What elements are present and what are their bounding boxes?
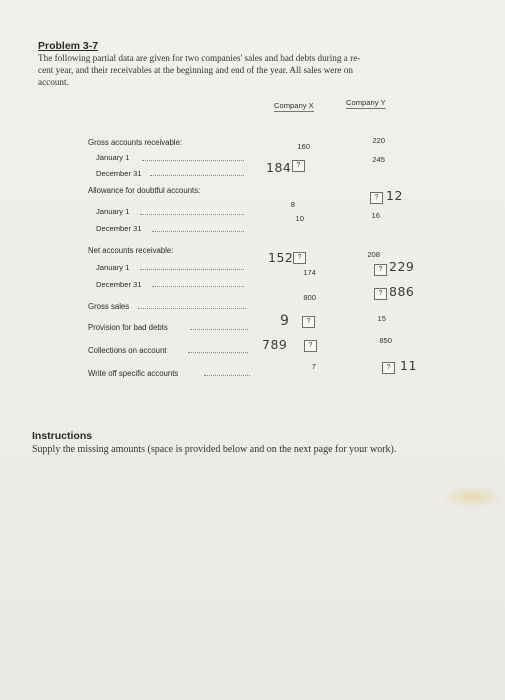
- label-allowance-january: January 1: [96, 207, 130, 216]
- leader-dots: [190, 329, 248, 330]
- leader-dots: [188, 352, 248, 353]
- intro-line-2: cent year, and their receivables at the beginning and end of the year. All sales were on: [38, 65, 353, 75]
- leader-dots: [142, 160, 244, 161]
- x-writeoff-value: 7: [311, 362, 316, 371]
- y-allow-dec-value: 16: [371, 211, 380, 220]
- page-shadow: [440, 486, 505, 508]
- label-net-accounts-receivable: Net accounts receivable:: [88, 246, 174, 255]
- y-provision-value: 15: [377, 314, 386, 323]
- column-header-company-x: Company X: [274, 101, 314, 110]
- y-collections-value: 850: [379, 336, 392, 345]
- x-provision-handwritten: 9: [280, 313, 290, 329]
- label-net-january: January 1: [96, 263, 130, 272]
- missing-amount-box: ?: [302, 316, 315, 328]
- intro-line-1: The following partial data are given for two companies' sales and bad debts during a re-: [38, 53, 361, 63]
- x-gross-sales-value: 800: [303, 293, 316, 302]
- x-collections-handwritten: 789: [262, 337, 288, 352]
- instructions-heading: Instructions: [32, 430, 93, 442]
- missing-amount-box: ?: [374, 288, 387, 300]
- label-net-december: December 31: [96, 280, 142, 289]
- missing-amount-box: ?: [374, 264, 387, 276]
- leader-dots: [150, 175, 244, 176]
- x-net-jan-handwritten: 152: [268, 250, 294, 265]
- label-allowance-december: December 31: [96, 224, 142, 233]
- missing-amount-box: ?: [292, 160, 305, 172]
- leader-dots: [152, 231, 244, 232]
- label-collections-on-account: Collections on account: [88, 346, 167, 355]
- label-provision-bad-debts: Provision for bad debts: [88, 323, 168, 332]
- y-gross-sales-handwritten: 886: [389, 284, 415, 299]
- y-gross-jan-value: 220: [372, 136, 385, 145]
- leader-dots: [204, 375, 250, 376]
- label-allowance-doubtful: Allowance for doubtful accounts:: [88, 186, 201, 195]
- leader-dots: [140, 269, 244, 270]
- leader-dots: [140, 214, 244, 215]
- intro-line-3: account.: [38, 77, 69, 87]
- label-gross-accounts-receivable: Gross accounts receivable:: [88, 138, 183, 147]
- label-gross-december: December 31: [96, 169, 142, 178]
- y-allow-jan-handwritten: 12: [386, 188, 403, 203]
- leader-dots: [152, 286, 244, 287]
- label-gross-january: January 1: [96, 153, 130, 162]
- missing-amount-box: ?: [304, 340, 317, 352]
- y-net-dec-handwritten: 229: [389, 259, 415, 274]
- x-gross-jan-value: 160: [297, 142, 310, 151]
- x-net-dec-value: 174: [303, 268, 316, 277]
- y-net-jan-value: 208: [367, 250, 380, 259]
- missing-amount-box: ?: [370, 192, 383, 204]
- x-allow-jan-value: 8: [290, 200, 295, 209]
- instructions-body: Supply the missing amounts (space is provided below and on the next page for your work).: [32, 444, 397, 455]
- missing-amount-box: ?: [293, 252, 306, 264]
- column-header-company-y: Company Y: [346, 98, 386, 107]
- leader-dots: [138, 308, 246, 309]
- y-writeoff-handwritten: 11: [400, 358, 417, 373]
- problem-title: Problem 3-7: [38, 40, 99, 52]
- label-gross-sales: Gross sales: [88, 302, 130, 311]
- missing-amount-box: ?: [382, 362, 395, 374]
- problem-intro: [38, 52, 458, 88]
- y-gross-dec-value: 245: [372, 155, 385, 164]
- label-write-off-specific-accounts: Write off specific accounts: [88, 369, 179, 378]
- x-allow-dec-value: 10: [295, 214, 304, 223]
- x-gross-dec-handwritten: 184: [266, 160, 292, 175]
